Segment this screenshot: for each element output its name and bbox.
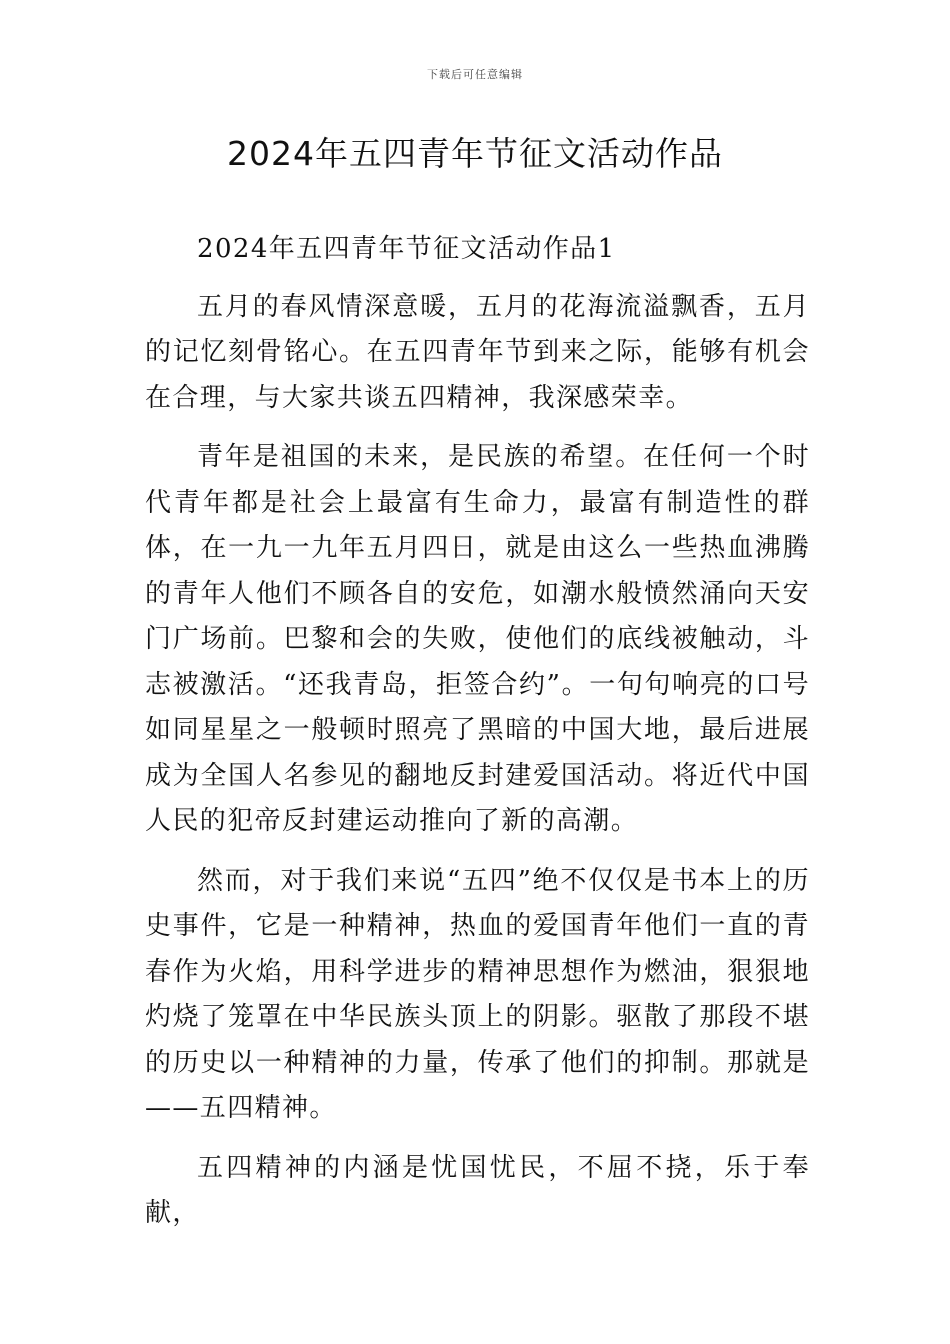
section-heading: 2024年五四青年节征文活动作品1 [197, 234, 616, 264]
header-note: 下载后可任意编辑 [427, 68, 523, 81]
document-body [145, 227, 810, 1251]
paragraph-2: 青年是祖国的未来，是民族的希望。在任何一个时代青年都是社会上最富有生命力，最富有制造性的群体，在一九一九年五月四日，就是由这么一些热血沸腾的青年人他们不顾各自的安危，如潮水般愤然涌向天安门广场前。巴黎和会的失败，使他们的底线被触动，斗志被激活。“还我青岛，拒签合约”。一句句响亮的口号如同星星之一般顿时照亮了黑暗的中国大地，最后进展成为全国人名参见的翻地反封建爱国活动。将近代中国人民的犯帝反封建运动推向了新的高潮。 [145, 442, 810, 836]
paragraph-1: 五月的春风情深意暖，五月的花海流溢飘香，五月的记忆刻骨铭心。在五四青年节到来之际，能够有机会在合理，与大家共谈五四精神，我深感荣幸。 [145, 291, 810, 413]
document-title: 2024年五四青年节征文活动作品 [227, 134, 723, 173]
paragraph-3: 然而，对于我们来说“五四”绝不仅仅是书本上的历史事件，它是一种精神，热血的爱国青年他们一直的青春作为火焰，用科学进步的精神思想作为燃油，狠狠地灼烧了笼罩在中华民族头顶上的阴影。驱散了那段不堪的历史以一种精神的力量，传承了他们的抑制。那就是——五四精神。 [145, 865, 810, 1123]
paragraph-4: 五四精神的内涵是忧国忧民，不屈不挠，乐于奉献， [145, 1152, 810, 1228]
